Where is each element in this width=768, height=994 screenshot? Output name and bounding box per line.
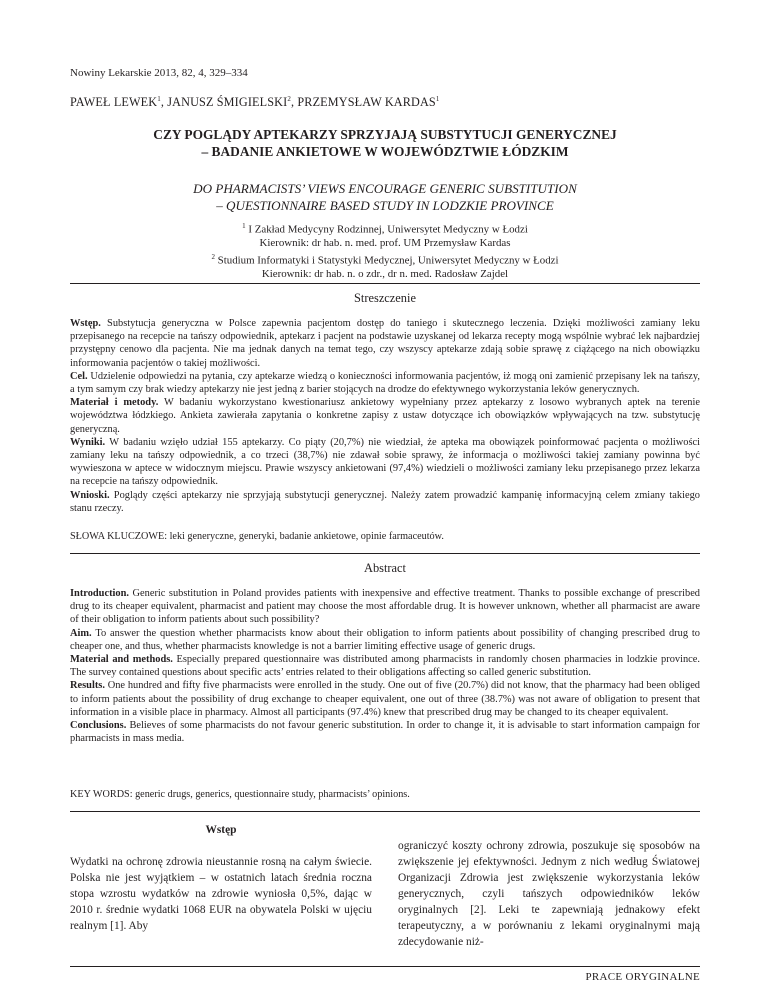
paragraph-label: Material and methods. — [70, 654, 173, 666]
paragraph-text: Udzielenie odpowiedzi na pytania, czy aptekarze wiedzą o konieczności informowania pacjentów, iż mogą oni zamienić przepisany lek na tańszy, a tym samym czy brak wiedzy aptekarzy nie jest jedną z barier stojących na drodze do efektywnego wykorzystania leków generycznych. — [70, 370, 700, 396]
paragraph-label: Cel. — [70, 370, 88, 382]
body-paragraph: Wydatki na ochronę zdrowia nieustannie rosną na całym świecie. Polska nie jest wyjątkiem – w ostatnich latach średnia roczna stopa wzrostu wydatków na zdrowie wyniosła 0,5%, dając w 2010 r. średnie wydatki 1068 EUR na obywatela Polski w ujęciu realnym [1]. Aby — [70, 856, 372, 932]
affiliation-line — [70, 268, 700, 282]
paragraph-text: Especially prepared questionnaire was distributed among pharmacists in randomly chosen pharmacies in lodzkie province. The survey contained questions about specific acts’ entries related to their obligations affecting so called generic substitution. — [70, 654, 700, 679]
abstract-paragraph — [70, 653, 700, 679]
paragraph-text: W badaniu wykorzystano kwestionariusz ankietowy wypełniany przez aptekarzy z losowo wybranych aptek na terenie województwa łódzkiego. Ankieta zawierała zapytania o konkretne zapisy z ustaw dotyczące ich obowiązków wpływających na tzw. substytucję generyczną. — [70, 397, 700, 435]
paragraph-text: Believes of some pharmacists do not favour generic substitution. In order to change it, it is advisable to start information campaign for pharmacists in mass media. — [70, 720, 700, 745]
paragraph-label: Materiał i metody. — [70, 397, 159, 409]
affiliation-mark: 1 — [242, 222, 246, 230]
author-list: PAWEŁ LEWEK$^1$, JANUSZ ŚMIGIELSKI$^2$, PRZEMYSŁAW KARDAS$^1$ — [70, 95, 440, 110]
keywords-english: KEY WORDS: generic drugs, generics, questionnaire study, pharmacists’ opinions. — [70, 789, 410, 800]
paragraph-label: Results. — [70, 680, 105, 692]
paragraph-text: One hundred and fifty five pharmacists were enrolled in the study. One out of five (20.7%) did not know, that the pharmacy had been obliged to inform patients about the possibility of drug exchange to cheaper equivalent, one out of three (38.7%) was not aware of obligation to present that information in a visible place in pharmacy. Almost all participants (97.4%) knew that prescribed drug may be changed to its cheaper equivalent. — [70, 680, 700, 718]
journal-reference: Nowiny Lekarskie 2013, 82, 4, 329–334 — [70, 67, 248, 79]
abstract-heading: Abstract — [364, 561, 406, 575]
article-title-english — [70, 180, 700, 214]
affiliation-line — [70, 220, 700, 237]
paragraph-label: Wnioski. — [70, 489, 110, 501]
streszczenie-heading: Streszczenie — [354, 291, 416, 305]
paragraph-text: W badaniu wzięło udział 155 aptekarzy. Co piąty (20,7%) nie wiedział, że apteka ma obowiązek poinformować pacjenta o możliwości zamiany leku na tańszy odpowiednik, a co trzeci (38,7%) nie zdawał sobie sprawy, że informacja o możliwości takiej zamiany powinna być wywieszona w aptece w widocznym miejscu. Prawie wszyscy ankietowani (97,4%) wiedzieli o możliwości zamiany leku przepisanego przez lekarza na recepcie na tańszy odpowiednik. — [70, 436, 700, 488]
affiliation-text: Kierownik: dr hab. n. med. prof. UM Przemysław Kardas — [259, 237, 511, 250]
keywords-polish: SŁOWA KLUCZOWE: leki generyczne, generyki, badanie ankietowe, opinie farmaceutów. — [70, 531, 444, 542]
abstract-paragraph — [70, 627, 700, 653]
body-column-left — [70, 822, 372, 934]
affiliation-text: Studium Informatyki i Statystyki Medycznej, Uniwersytet Medyczny w Łodzi — [217, 254, 559, 267]
streszczenie-body — [70, 317, 700, 515]
title-line: – BADANIE ANKIETOWE W WOJEWÓDZTWIE ŁÓDZKIM — [201, 144, 569, 159]
paragraph-label: Wyniki. — [70, 436, 106, 448]
divider — [70, 966, 700, 967]
paragraph-label: Conclusions. — [70, 720, 127, 732]
divider — [70, 553, 700, 554]
abstract-paragraph — [70, 396, 700, 436]
paragraph-text: Substytucja generyczna w Polsce zapewnia pacjentom dostęp do taniego i skutecznego leczenia. Dzięki możliwości zamiany leku przepisanego na recepcie na tańszy odpowiednik, aptekarz i pacjent na podstawie uzyskanej od lekarza recepty mogą wspólnie wybrać lek najbardziej przystępny cenowo dla pacjenta. Nie ma jednak danych na temat tego, czy wszyscy aptekarze zdają sobie sprawę z ciążącego na nich obowiązku informowania pacjentów o takiej możliwości. — [70, 318, 700, 369]
affiliation-text: I Zakład Medycyny Rodzinnej, Uniwersytet Medyczny w Łodzi — [248, 223, 528, 236]
author-name: PAWEŁ LEWEK — [70, 95, 158, 110]
body-column-right — [398, 838, 700, 950]
author-name: JANUSZ ŚMIGIELSKI — [167, 95, 288, 110]
abstract-paragraph — [70, 719, 700, 745]
author-name: PRZEMYSŁAW KARDAS — [297, 95, 436, 110]
title-line: CZY POGLĄDY APTEKARZY SPRZYJAJĄ SUBSTYTUCJI GENERYCZNEJ — [153, 127, 617, 142]
abstract-paragraph — [70, 436, 700, 489]
abstract-paragraph — [70, 587, 700, 627]
divider — [70, 811, 700, 812]
affiliation-line — [70, 237, 700, 251]
affiliation-line — [70, 251, 700, 268]
abstract-paragraph — [70, 679, 700, 719]
affiliation-mark: 2 — [211, 252, 215, 261]
paragraph-label: Wstęp. — [70, 318, 101, 329]
title-line: – QUESTIONNAIRE BASED STUDY IN LODZKIE PROVINCE — [216, 198, 554, 213]
paragraph-label: Introduction. — [70, 588, 129, 599]
title-line: DO PHARMACISTS’ VIEWS ENCOURAGE GENERIC SUBSTITUTION — [193, 181, 577, 196]
divider — [70, 283, 700, 284]
paragraph-text: Poglądy części aptekarzy nie sprzyjają substytucji generycznej. Należy zatem prowadzić kampanię informacyjną celem zmiany takiego stanu rzeczy. — [70, 489, 700, 514]
abstract-paragraph — [70, 489, 700, 515]
article-title-polish — [70, 126, 700, 160]
paragraph-text: To answer the question whether pharmacists know about their obligation to inform patients about possibility of changing prescribed drug to cheaper one, and thus, whether pharmacists knowledge is not a barrier limiting effective usage of generic drugs. — [70, 627, 700, 652]
affiliations — [70, 220, 700, 282]
author-affiliation-mark: 1 — [435, 95, 440, 103]
section-heading: Wstęp — [205, 824, 237, 836]
paragraph-text: Generic substitution in Poland provides patients with inexpensive and effective treatment. Thanks to possible exchange of prescribed drug to its cheaper equivalent, pharmacist and patient may choose the most affordable drug. It is however unknown, whether all pharmacist are aware of their obligation to inform patients about such possibility? — [70, 588, 700, 626]
abstract-body — [70, 587, 700, 745]
section-label-footer: PRACE ORYGINALNE — [585, 971, 700, 983]
author-affiliation-mark: 2 — [287, 95, 291, 103]
abstract-paragraph — [70, 317, 700, 370]
abstract-paragraph — [70, 370, 700, 396]
paragraph-label: Aim. — [70, 627, 92, 639]
author-affiliation-mark: 1 — [157, 95, 161, 103]
affiliation-text: Kierownik: dr hab. n. o zdr., dr n. med. Radosław Zajdel — [261, 268, 509, 281]
body-paragraph: ograniczyć koszty ochrony zdrowia, poszukuje się sposobów na zwiększenie jej efektywności. Jednym z nich według Światowej Organizacji Zdrowia jest zwiększenie wykorzystania leków generycznych, czyli tańszych odpowiedników leków oryginalnych [2]. Leki te zapewniają jednakowy efekt terapeutyczny, a w porównaniu z lekami oryginalnymi mają zdecydowanie niż- — [398, 840, 700, 948]
